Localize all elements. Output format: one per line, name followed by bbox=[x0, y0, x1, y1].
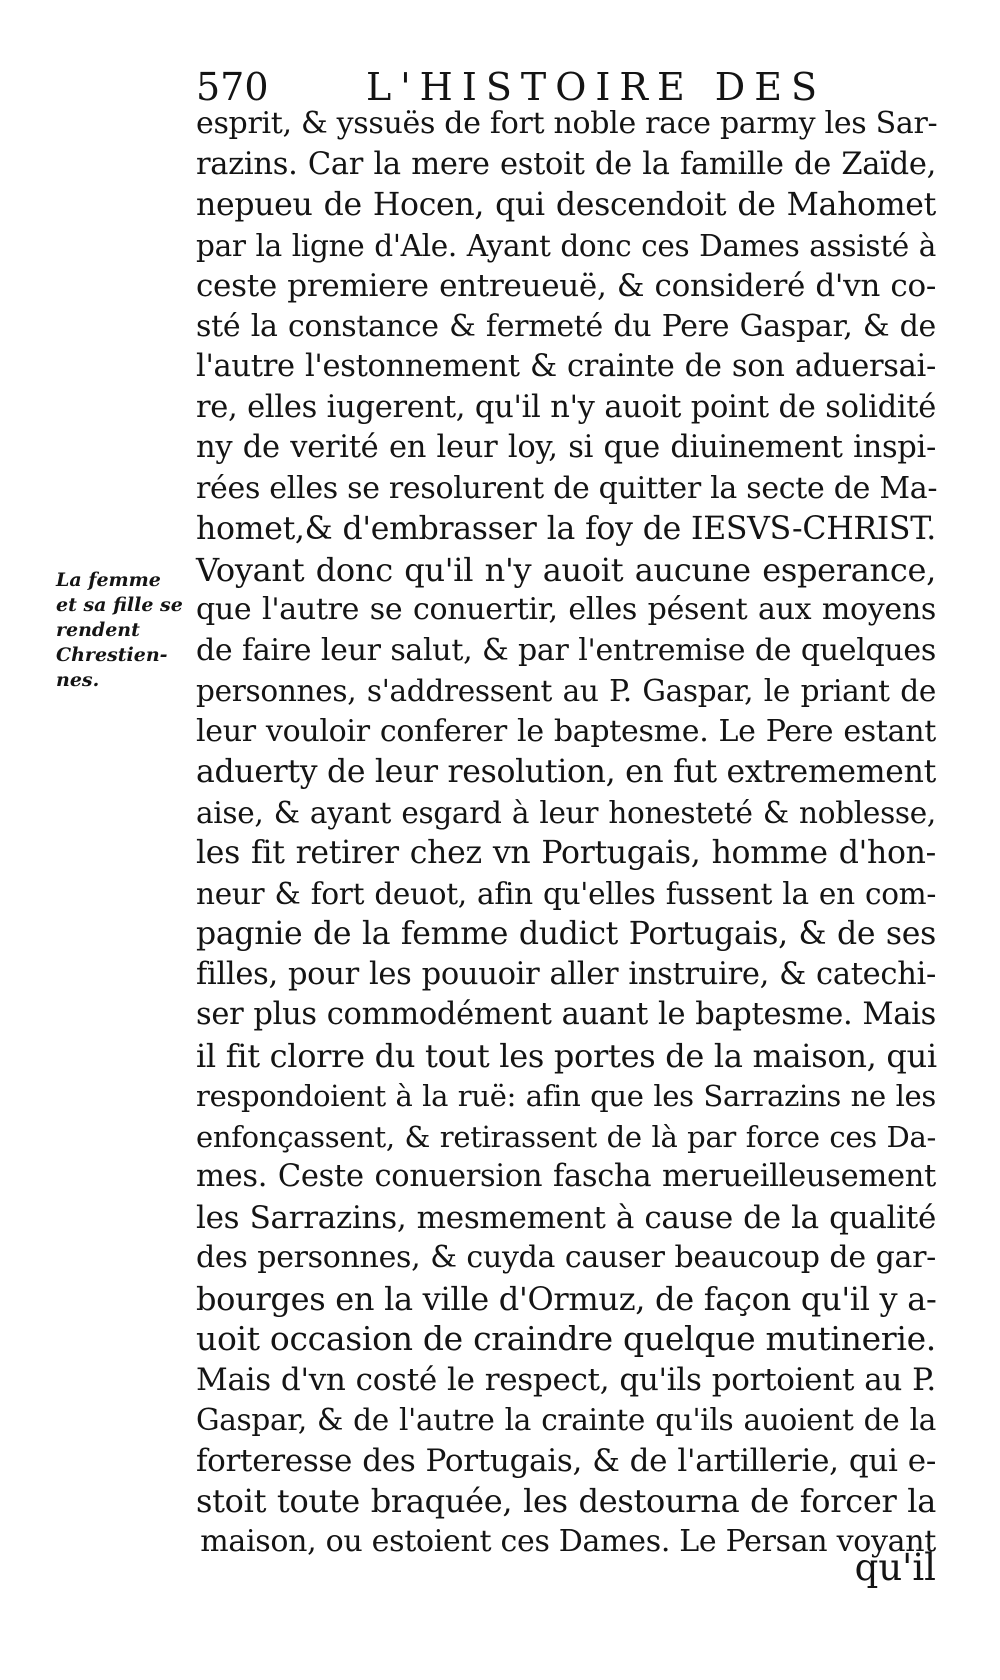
text-line: l'autre l'estonnement & crainte de son aduersai- bbox=[196, 349, 936, 384]
text-line: Gaspar, & de l'autre la crainte qu'ils auoient de la bbox=[196, 1403, 936, 1437]
text-line: homet,& d'embrasser la foy de IESVS-CHRIST. bbox=[196, 511, 936, 547]
text-line: il fit clorre du tout les portes de la maison, qui bbox=[196, 1036, 937, 1075]
text-line: re, elles iugerent, qu'il n'y auoit point de solidité bbox=[196, 389, 936, 425]
text-line: leur vouloir conferer le baptesme. Le Pere estant bbox=[196, 713, 936, 749]
marginal-note-line: et sa fille se bbox=[56, 594, 183, 616]
running-title: L'HISTOIRE DES bbox=[366, 65, 827, 109]
text-line: personnes, s'addressent au P. Gaspar, le priant de bbox=[196, 674, 936, 708]
text-line: de faire leur salut, & par l'entremise de quelques bbox=[196, 632, 936, 668]
text-line: des personnes, & cuyda causer beaucoup de gar- bbox=[196, 1240, 936, 1275]
text-line: bourges en la ville d'Ormuz, de façon qu'il y a- bbox=[196, 1279, 937, 1318]
catchword: qu'il bbox=[854, 1546, 936, 1589]
text-line: razins. Car la mere estoit de la famille de Zaïde, bbox=[196, 146, 936, 182]
marginal-note bbox=[56, 568, 196, 693]
text-line: aise, & ayant esgard à leur honesteté & noblesse, bbox=[196, 795, 936, 830]
body-text bbox=[196, 104, 936, 1562]
text-line: neur & fort deuot, afin qu'elles fussent la en com- bbox=[196, 876, 936, 911]
text-line: maison, ou estoient ces Dames. Le Persan voyant bbox=[200, 1523, 936, 1559]
text-line: uoit occasion de craindre quelque mutinerie. bbox=[196, 1319, 936, 1358]
text-line: enfonçassent, & retirassent de là par force ces Da- bbox=[196, 1119, 936, 1154]
text-line: Mais d'vn costé le respect, qu'ils portoient au P. bbox=[196, 1361, 936, 1398]
marginal-note-line: La femme bbox=[56, 569, 161, 591]
text-line: les Sarrazins, mesmement à cause de la qualité bbox=[196, 1199, 936, 1236]
text-line: aduerty de leur resolution, en fut extremement bbox=[196, 754, 936, 790]
text-line: ny de verité en leur loy, si que diuinement inspi- bbox=[196, 430, 936, 465]
text-line: esprit, & yssuës de fort noble race parmy les Sar- bbox=[196, 106, 938, 141]
marginal-note-line: rendent bbox=[56, 619, 140, 641]
text-line: que l'autre se conuertir, elles pésent aux moyens bbox=[196, 592, 936, 627]
text-line: forteresse des Portugais, & de l'artillerie, qui e- bbox=[196, 1442, 936, 1479]
marginal-note-line: Chrestien- bbox=[56, 644, 168, 666]
text-line: les fit retirer chez vn Portugais, homme d'hon- bbox=[196, 835, 936, 871]
page-number: 570 bbox=[196, 65, 269, 109]
text-line: pagnie de la femme dudict Portugais, & de ses bbox=[196, 916, 936, 952]
text-line: sté la constance & fermeté du Pere Gaspar, & de bbox=[196, 308, 936, 344]
text-line: respondoient à la ruë: afin que les Sarrazins ne les bbox=[196, 1079, 936, 1113]
text-line: Voyant donc qu'il n'y auoit aucune esperance, bbox=[196, 550, 936, 589]
text-line: ser plus commodément auant le baptesme. Mais bbox=[196, 997, 936, 1032]
text-line: par la ligne d'Ale. Ayant donc ces Dames assisté à bbox=[196, 228, 936, 263]
marginal-note-line: nes. bbox=[56, 669, 100, 691]
text-line: filles, pour les pouuoir aller instruire, & catechi- bbox=[196, 956, 936, 992]
text-line: rées elles se resolurent de quitter la secte de Ma- bbox=[196, 470, 938, 506]
text-line: ceste premiere entreueuë, & consideré d'vn co- bbox=[196, 268, 936, 304]
text-line: mes. Ceste conuersion fascha merueilleusement bbox=[196, 1159, 936, 1194]
text-line: nepueu de Hocen, qui descendoit de Mahomet bbox=[196, 187, 936, 223]
text-line: stoit toute braquée, les destourna de forcer la bbox=[196, 1482, 936, 1520]
